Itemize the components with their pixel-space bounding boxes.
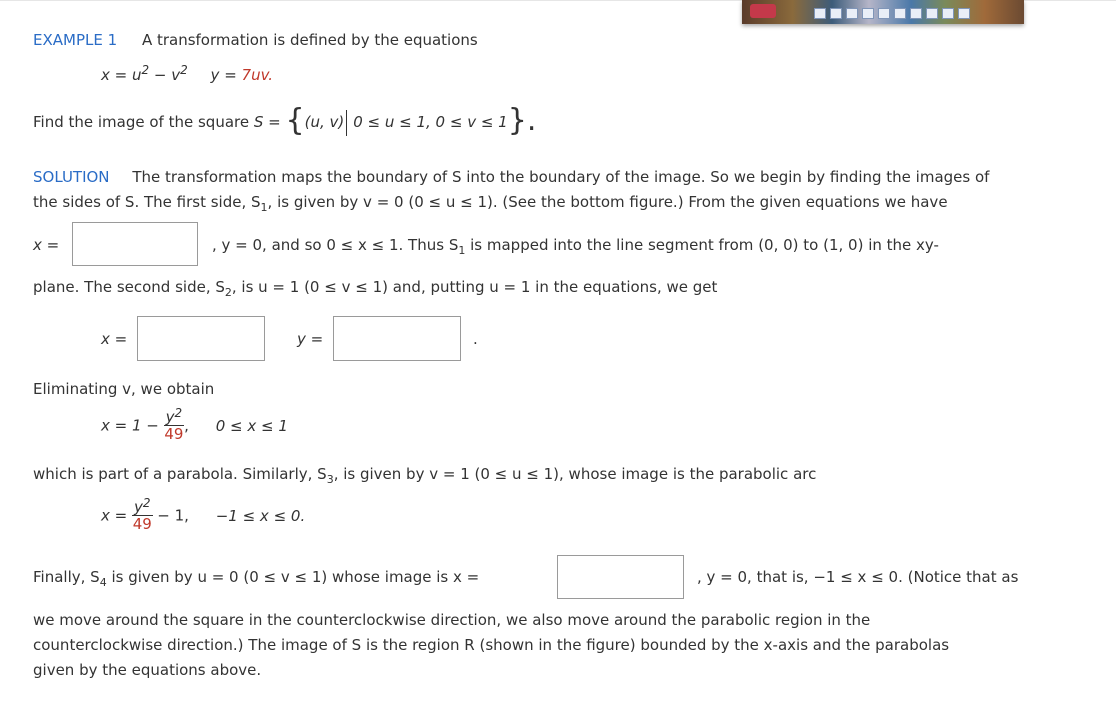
eliminated-comma: , (184, 416, 189, 435)
eliminating-text: Eliminating v, we obtain (33, 380, 215, 398)
x-label-s1: x = (33, 236, 60, 254)
arc-equation (101, 496, 306, 533)
thumbnail-tile-icon (814, 8, 826, 19)
parabola-sub-3: 3 (326, 473, 334, 486)
set-divider (346, 110, 347, 136)
solution-text-2b: , is given by v = 0 (0 ≤ u ≤ 1). (See the bottom figure.) From the given equations we have (267, 193, 948, 211)
thumbnail-tile-icon (926, 8, 938, 19)
x-label-s2: x = (101, 330, 128, 348)
solution-line-3 (212, 236, 939, 257)
solution-sub-1b: 1 (458, 244, 466, 257)
x-equation-minus: − v (149, 66, 181, 84)
parabola-line (33, 465, 817, 486)
x-equation-exp1: 2 (141, 63, 150, 77)
thumbnail-tile-icon (958, 8, 970, 19)
second-side-period: . (473, 330, 478, 348)
arc-num: y (133, 498, 143, 516)
x-equation-exp2: 2 (180, 63, 188, 77)
arc-lhs: x = (101, 506, 132, 525)
solution-line-4 (33, 278, 718, 299)
figure-thumbnail[interactable] (742, 0, 1024, 24)
arc-fraction (132, 496, 153, 533)
eliminated-lhs: x = 1 − (101, 416, 164, 435)
y-equation-rhs: 7uv. (241, 66, 274, 84)
arc-range: −1 ≤ x ≤ 0. (215, 506, 306, 525)
finally-line-a (33, 568, 480, 589)
thumbnail-tile-icon (878, 8, 890, 19)
solution-text-2a: the sides of S. The first side, S (33, 193, 261, 211)
arc-den: 49 (132, 515, 152, 533)
example-header (33, 31, 478, 49)
solution-label: SOLUTION (33, 168, 110, 186)
x-image-s2-input[interactable] (137, 316, 265, 361)
parabola-text-a: which is part of a parabola. Similarly, S (33, 465, 327, 483)
y-image-s2-input[interactable] (333, 316, 461, 361)
eliminated-den: 49 (164, 425, 184, 443)
finally-text-a: Finally, S (33, 568, 100, 586)
solution-sub-2: 2 (224, 286, 232, 299)
solution-text-4a: plane. The second side, S (33, 278, 225, 296)
example-intro: A transformation is defined by the equations (141, 31, 478, 49)
solution-line-2 (33, 193, 948, 214)
brace-open: { (285, 103, 305, 138)
thumbnail-tile-icon (894, 8, 906, 19)
example-label: EXAMPLE 1 (33, 31, 118, 49)
eliminated-equation (101, 406, 288, 443)
thumbnail-tile-icon (862, 8, 874, 19)
thumbnail-tile-icon (910, 8, 922, 19)
solution-text-3b: is mapped into the line segment from (0, 0) to (1, 0) in the xy- (465, 236, 939, 254)
solution-sub-1: 1 (260, 201, 268, 214)
x-image-s1-input[interactable] (72, 222, 198, 266)
eliminated-fraction (164, 406, 185, 443)
brace-close: }. (507, 103, 537, 138)
thumbnail-tile-icon (942, 8, 954, 19)
solution-text-4b: , is u = 1 (0 ≤ v ≤ 1) and, putting u = 1 in the equations, we get (231, 278, 718, 296)
set-lhs: S = (253, 113, 286, 131)
closing-line-2: counterclockwise direction.) The image of S is the region R (shown in the figure) bounded by the x-axis and the parabolas (33, 636, 950, 654)
find-statement (33, 103, 536, 136)
eliminated-num-exp: 2 (174, 406, 183, 420)
closing-line-1: we move around the square in the counterclockwise direction, we also move around the parabolic region in the (33, 611, 871, 629)
eliminated-num: y (165, 408, 175, 426)
find-text: Find the image of the square (33, 113, 254, 131)
transformation-equations (101, 63, 274, 84)
arc-num-exp: 2 (142, 496, 151, 510)
solution-line-1 (33, 168, 989, 186)
solution-text-3a: , y = 0, and so 0 ≤ x ≤ 1. Thus S (212, 236, 459, 254)
arc-post: − 1, (152, 506, 189, 525)
finally-text-c: , y = 0, that is, −1 ≤ x ≤ 0. (Notice that as (697, 568, 1019, 586)
finally-sub-4: 4 (99, 576, 107, 589)
x-image-s4-input[interactable] (557, 555, 684, 599)
thumbnail-tile-icon (846, 8, 858, 19)
x-equation-lhs: x = u (101, 66, 142, 84)
solution-text-1: The transformation maps the boundary of S into the boundary of the image. So we begin by finding the images of (132, 168, 990, 186)
y-equation-lhs: y = (210, 66, 242, 84)
y-label-s2: y = (297, 330, 324, 348)
thumbnail-tile-icon (830, 8, 842, 19)
thumbnail-logo-icon (750, 4, 776, 18)
finally-text-b: is given by u = 0 (0 ≤ v ≤ 1) whose image is x = (106, 568, 480, 586)
closing-line-3: given by the equations above. (33, 661, 262, 679)
set-condition: 0 ≤ u ≤ 1, 0 ≤ v ≤ 1 (353, 113, 508, 131)
eliminated-range: 0 ≤ x ≤ 1 (215, 416, 288, 435)
parabola-text-b: , is given by v = 1 (0 ≤ u ≤ 1), whose image is the parabolic arc (333, 465, 817, 483)
set-pair: (u, v) (304, 113, 345, 131)
